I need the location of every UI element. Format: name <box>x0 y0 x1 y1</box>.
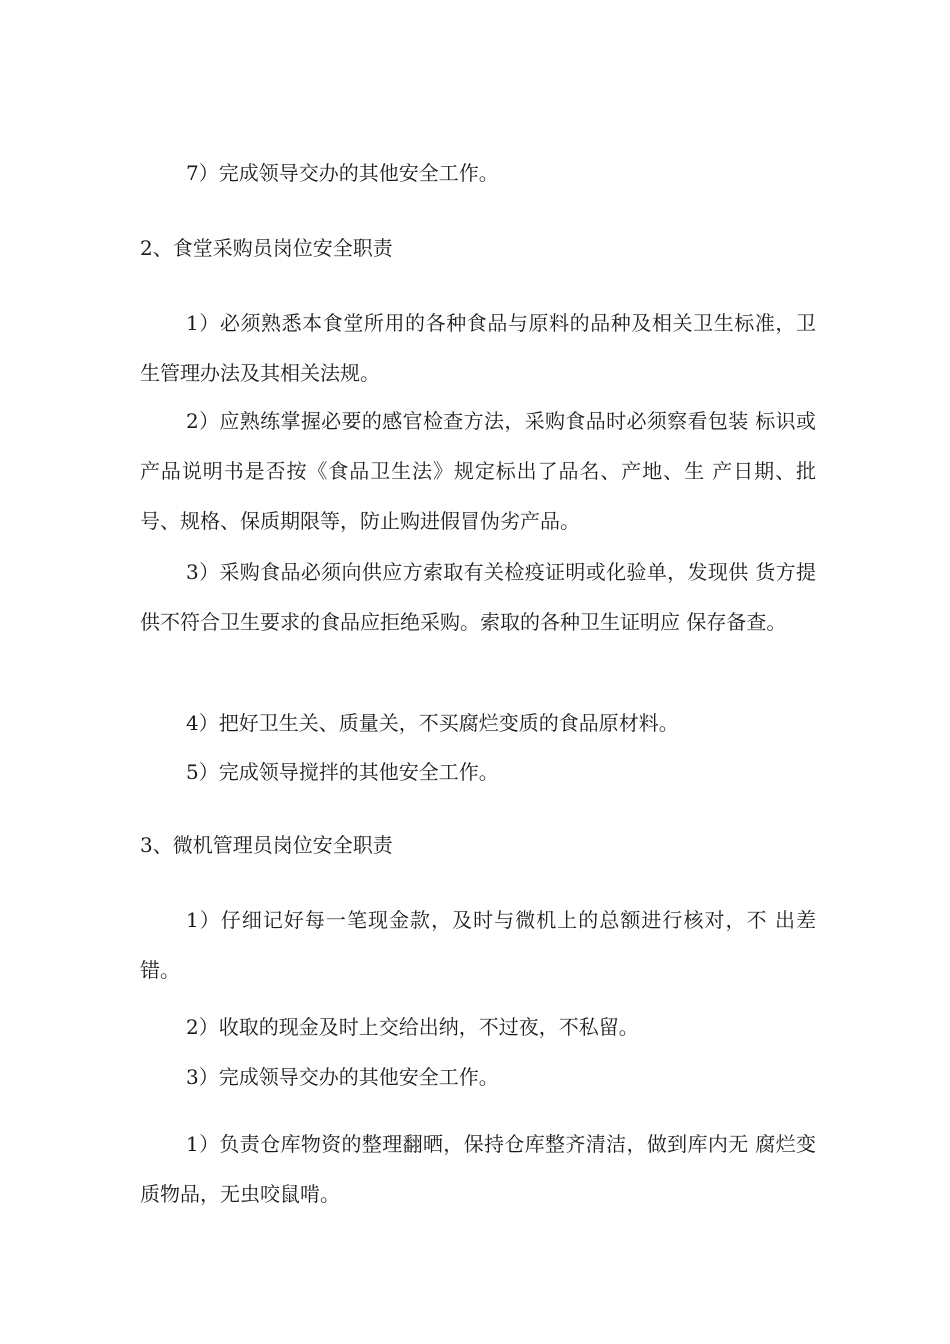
paragraph-purchaser-1: 1）必须熟悉本食堂所用的各种食品与原料的品种及相关卫生标准，卫生管理办法及其相关法规。 <box>140 311 816 385</box>
section-heading-canteen-purchaser: 2、食堂采购员岗位安全职责 <box>140 236 393 260</box>
paragraph-purchaser-2: 2）应熟练掌握必要的感官检查方法，采购食品时必须察看包装 标识或产品说明书是否按《食品卫生法》规定标出了品名、产地、生 产日期、批号、规格、保质期限等，防止购进假冒伪劣产品。 <box>140 409 816 533</box>
paragraph-purchaser-5: 5）完成领导搅拌的其他安全工作。 <box>186 760 499 784</box>
section-heading-computer-admin: 3、微机管理员岗位安全职责 <box>140 833 393 857</box>
paragraph-item-7: 7）完成领导交办的其他安全工作。 <box>186 161 499 185</box>
paragraph-purchaser-4: 4）把好卫生关、质量关，不买腐烂变质的食品原材料。 <box>186 711 679 735</box>
paragraph-purchaser-3: 3）采购食品必须向供应方索取有关检疫证明或化验单，发现供 货方提供不符合卫生要求的食品应拒绝采购。索取的各种卫生证明应 保存备查。 <box>140 560 816 634</box>
paragraph-warehouse-1: 1）负责仓库物资的整理翻晒，保持仓库整齐清洁，做到库内无 腐烂变质物品，无虫咬鼠啃。 <box>140 1132 816 1206</box>
paragraph-computer-2: 2）收取的现金及时上交给出纳，不过夜，不私留。 <box>186 1015 639 1039</box>
paragraph-computer-1: 1）仔细记好每一笔现金款，及时与微机上的总额进行核对，不 出差错。 <box>140 908 816 982</box>
paragraph-computer-3: 3）完成领导交办的其他安全工作。 <box>186 1065 499 1089</box>
